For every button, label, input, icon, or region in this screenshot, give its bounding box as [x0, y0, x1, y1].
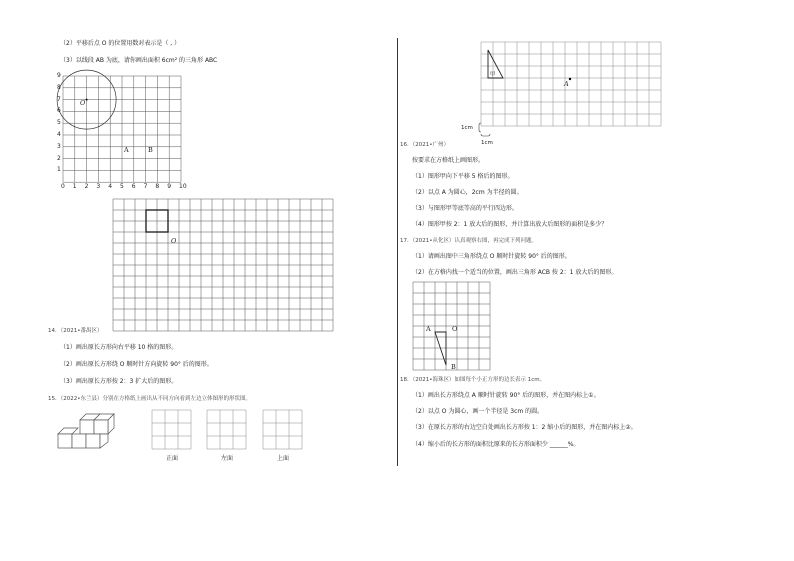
q18-item-4: （4）缩小后的长方形的面积比原来的长方形面积少 ______%。: [412, 441, 580, 448]
unit-brackets: [476, 122, 496, 142]
x-tick-label: 7: [143, 183, 148, 190]
point-a: [569, 78, 571, 80]
y-tick-label: 4: [57, 131, 61, 138]
coordinate-grid: [63, 76, 183, 182]
q13-part3: （3）以线段 AB 为底，请你画出面积 6cm² 的三角形 ABC: [60, 57, 218, 64]
q17-point-o-label: O: [452, 325, 458, 333]
q16-item-1: （1）图形甲向下平移 5 格后的图形。: [412, 173, 514, 180]
y-tick-label: 5: [57, 119, 61, 127]
x-tick-label: 8: [155, 183, 160, 190]
point-b-label: B: [148, 146, 153, 154]
grid2-point-o-label: O: [171, 237, 177, 245]
y-tick-label: 2: [57, 154, 61, 162]
cube-solid-figure: [56, 408, 122, 456]
q18-item-2: （2）以点 O 为圆心，画一个半径是 3cm 的圆。: [412, 408, 544, 415]
left-view-label: 左面: [221, 455, 234, 462]
x-tick-label: 4: [108, 183, 113, 190]
x-tick-label: 2: [84, 183, 89, 190]
q14-heading: 14．（2021•番禺区）: [48, 328, 103, 334]
y-tick-label: 8: [57, 83, 61, 91]
x-tick-label: 3: [96, 183, 101, 190]
shape-jia-label: 甲: [490, 72, 496, 78]
unit-horizontal-label: 1cm: [481, 140, 493, 146]
top-right-grid: [481, 42, 662, 133]
y-tick-label: 9: [57, 72, 61, 79]
q16-item-4: （4）图形甲按 2：1 放大后的图形，并计算出放大后图形的面积是多少？: [412, 221, 608, 228]
x-tick-label: 10: [179, 183, 187, 190]
x-tick-label: 9: [167, 183, 172, 190]
q13-part2: （2）平移后点 O 的位置用数对表示是（ , ）: [60, 40, 181, 47]
q17-item-2: （2）在方格内找一个适当的位置，画出三角形 ACB 按 2：1 放大后的图形。: [412, 269, 618, 276]
q18-item-3: （3）在原长方形的右边空白处画出长方形按 1：2 缩小后的图形，并在图内标上②。: [412, 424, 637, 431]
q14-item-2: （2）画出原长方形绕 O 顺时针方向旋转 90° 后的图形。: [60, 361, 213, 368]
point-a-label: A: [124, 146, 129, 154]
column-divider: [397, 38, 398, 466]
y-tick-label: 7: [57, 95, 61, 103]
q16-intro: 按要求在方格纸上画图形。: [412, 157, 485, 164]
q17-heading: 17．（2021•从化区）认真观察右图，再完成下列问题。: [400, 238, 537, 244]
q17-point-a-label: A: [426, 325, 431, 333]
top-view-grid: [263, 410, 303, 450]
q14-item-3: （3）画出原长方形按 2：3 扩大后的图形。: [60, 378, 178, 385]
x-tick-label: 0: [61, 183, 65, 190]
front-view-label: 正面: [166, 455, 179, 462]
y-tick-label: 3: [57, 142, 61, 150]
point-o: [86, 99, 88, 101]
top-view-label: 上面: [277, 455, 290, 462]
q17-item-1: （1）请画出图中三角形绕点 O 顺时针旋转 90° 后的图形。: [412, 253, 571, 260]
q16-heading: 16．（2021•广州）: [400, 142, 449, 148]
q15-heading: 15．（2022•东兰县）分别在方格纸上画出从不同方向看到左边立体图形的形状图。: [48, 396, 251, 402]
q18-item-1: （1）画出长方形绕点 A 顺时针旋转 90° 后的图形，并在图内标上①。: [412, 392, 600, 399]
q14-item-1: （1）画出原长方形向右平移 10 格的图形。: [60, 344, 178, 351]
front-view-grid: [152, 410, 192, 450]
x-tick-label: 5: [120, 183, 124, 190]
y-tick-label: 6: [57, 107, 61, 115]
rectangle-grid: [113, 199, 335, 337]
x-tick-label: 1: [72, 183, 77, 190]
q18-heading: 18．（2021•海珠区）如图每个小正方形的边长表示 1cm。: [400, 377, 546, 383]
unit-vertical-label: 1cm: [461, 125, 473, 131]
x-tick-label: 6: [131, 183, 136, 190]
q16-item-2: （2）以点 A 为圆心，2cm 为半径的圆。: [412, 189, 523, 196]
top-grid-point-a-label: A: [564, 80, 569, 88]
q16-item-3: （3）与图形甲等底等高的平行四边形。: [412, 205, 518, 212]
point-o-label: O: [80, 99, 86, 107]
q17-point-b-label: B: [451, 363, 456, 371]
left-view-grid: [207, 410, 247, 450]
y-tick-label: 1: [57, 166, 61, 174]
